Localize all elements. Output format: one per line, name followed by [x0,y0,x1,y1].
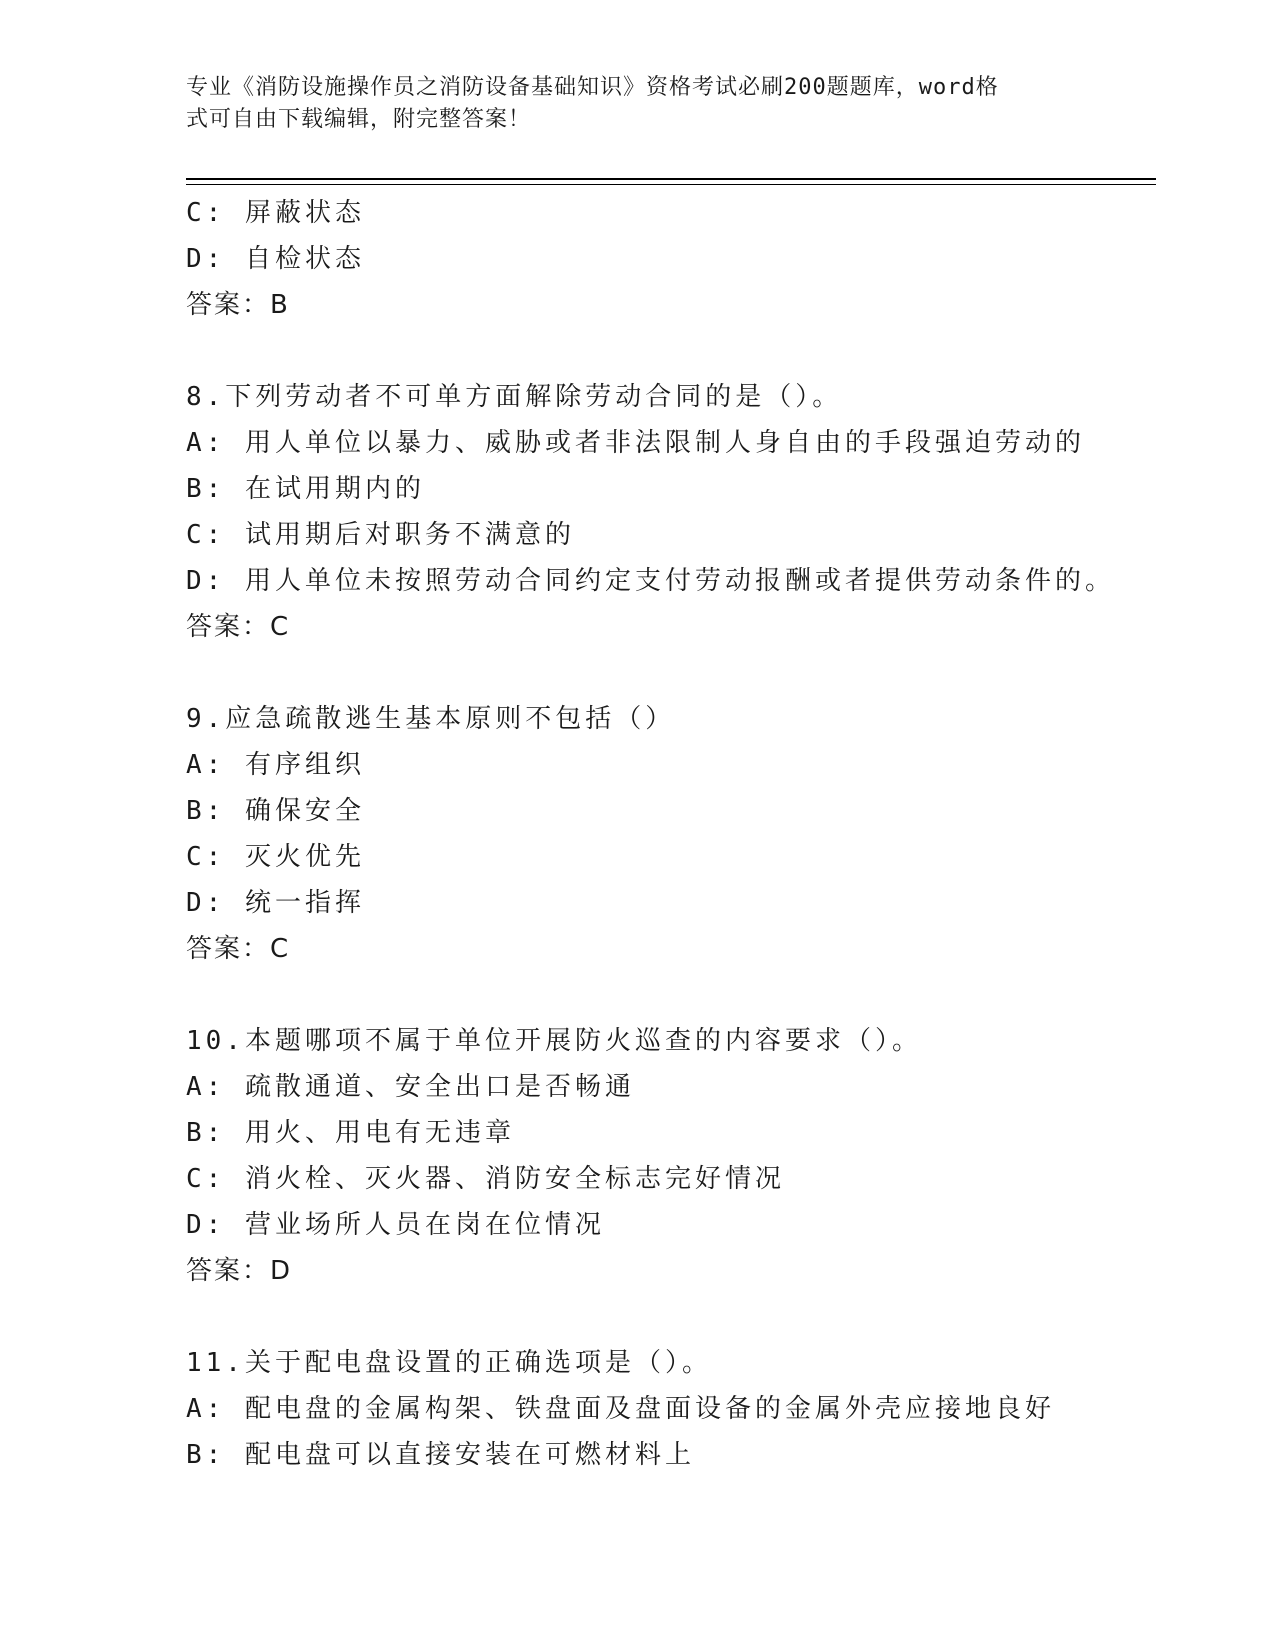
answer: 答案：B [186,290,290,320]
option-a: A: 疏散通道、安全出口是否畅通 [186,1072,635,1102]
header-divider-thick [186,178,1156,180]
option-d: D: 统一指挥 [186,888,365,918]
question-stem: 9.应急疏散逃生基本原则不包括（） [186,704,676,734]
question-9 [186,696,1156,972]
answer: 答案：C [186,934,291,964]
option-b: B: 配电盘可以直接安装在可燃材料上 [186,1440,695,1470]
question-10 [186,1018,1156,1294]
spacer [186,650,1156,696]
spacer [186,328,1156,374]
option-c: C: 消火栓、灭火器、消防安全标志完好情况 [186,1164,785,1194]
option-b: B: 在试用期内的 [186,474,425,504]
spacer [186,972,1156,1018]
answer: 答案：C [186,612,291,642]
question-7 [186,190,1156,328]
answer: 答案：D [186,1256,293,1286]
option-a: A: 配电盘的金属构架、铁盘面及盘面设备的金属外壳应接地良好 [186,1394,1055,1424]
question-list [186,190,1156,1478]
document-header [186,72,1066,136]
option-c: C: 屏蔽状态 [186,198,365,228]
question-8 [186,374,1156,650]
option-c: C: 灭火优先 [186,842,365,872]
header-line-1: 专业《消防设施操作员之消防设备基础知识》资格考试必刷200题题库，word格 [186,75,999,100]
header-divider-thin [186,184,1156,185]
option-b: B: 用火、用电有无违章 [186,1118,515,1148]
question-stem: 11.关于配电盘设置的正确选项是（）。 [186,1348,712,1378]
option-a: A: 用人单位以暴力、威胁或者非法限制人身自由的手段强迫劳动的 [186,428,1085,458]
question-11 [186,1340,1156,1478]
header-line-2: 式可自由下载编辑，附完整答案！ [186,107,532,132]
option-d: D: 营业场所人员在岗在位情况 [186,1210,605,1240]
question-stem: 10.本题哪项不属于单位开展防火巡查的内容要求（）。 [186,1026,922,1056]
option-d: D: 用人单位未按照劳动合同约定支付劳动报酬或者提供劳动条件的。 [186,566,1115,596]
option-d: D: 自检状态 [186,244,365,274]
option-b: B: 确保安全 [186,796,365,826]
option-a: A: 有序组织 [186,750,365,780]
question-stem: 8.下列劳动者不可单方面解除劳动合同的是（）。 [186,382,843,412]
spacer [186,1294,1156,1340]
option-c: C: 试用期后对职务不满意的 [186,520,575,550]
